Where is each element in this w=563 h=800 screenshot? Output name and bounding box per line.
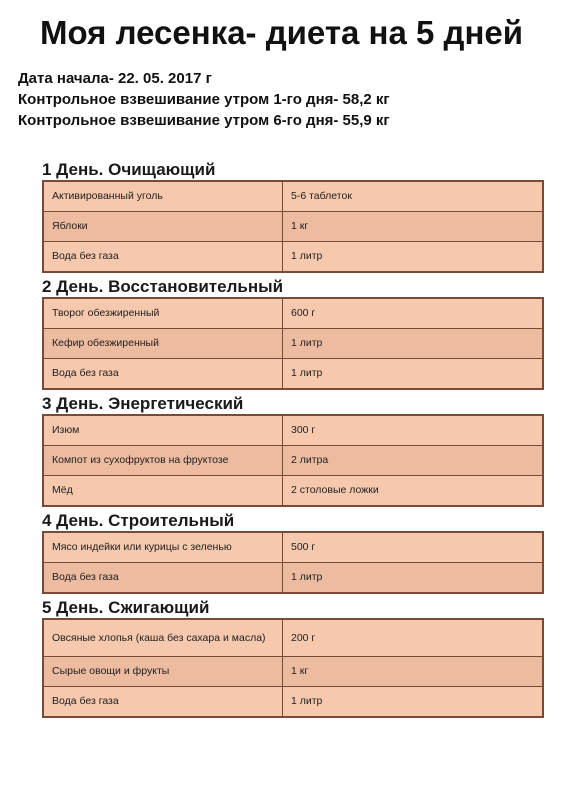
table-row [43,242,543,273]
food-item: Вода без газа [43,563,283,594]
day-4-title: 4 День. Строительный [42,511,235,530]
food-amount: 2 литра [283,446,544,476]
day-1-title: 1 День. Очищающий [42,160,216,179]
days-list [42,158,525,720]
table-row [43,359,543,390]
food-amount: 1 литр [283,563,544,594]
table-row [43,657,543,687]
food-item: Овсяные хлопья (каша без сахара и масла) [43,619,283,657]
table-row [43,298,543,329]
table-row [43,476,543,507]
food-amount: 5-6 таблеток [283,181,544,212]
food-item: Сырые овощи и фрукты [43,657,283,687]
food-amount: 600 г [283,298,544,329]
food-amount: 500 г [283,532,544,563]
food-item: Мёд [43,476,283,507]
food-item: Мясо индейки или курицы с зеленью [43,532,283,563]
day-3-table [42,414,544,507]
food-item: Вода без газа [43,687,283,718]
weigh-in-day-6: Контрольное взвешивание утром 6-го дня- 55,9 кг [18,112,390,129]
food-item: Активированный уголь [43,181,283,212]
food-amount: 2 столовые ложки [283,476,544,507]
food-item: Творог обезжиренный [43,298,283,329]
food-item: Кефир обезжиренный [43,329,283,359]
food-amount: 200 г [283,619,544,657]
table-row [43,687,543,718]
day-2-title: 2 День. Восстановительный [42,277,284,296]
day-4-table [42,531,544,594]
food-amount: 1 кг [283,212,544,242]
table-row [43,563,543,594]
table-row [43,181,543,212]
food-amount: 1 кг [283,657,544,687]
food-amount: 1 литр [283,242,544,273]
food-item: Вода без газа [43,242,283,273]
table-row [43,329,543,359]
weigh-in-day-1: Контрольное взвешивание утром 1-го дня- 58,2 кг [18,91,390,108]
day-1-table [42,180,544,273]
day-3-title: 3 День. Энергетический [42,394,244,413]
food-item: Изюм [43,415,283,446]
day-5-title: 5 День. Сжигающий [42,598,210,617]
table-row [43,212,543,242]
diet-info [18,68,390,131]
day-2-table [42,297,544,390]
table-row [43,532,543,563]
food-amount: 300 г [283,415,544,446]
food-item: Яблоки [43,212,283,242]
table-row [43,619,543,657]
start-date: Дата начала- 22. 05. 2017 г [18,70,212,87]
table-row [43,415,543,446]
food-amount: 1 литр [283,687,544,718]
day-5-table [42,618,544,718]
food-item: Вода без газа [43,359,283,390]
page-title: Моя лесенка- диета на 5 дней [39,14,524,51]
food-item: Компот из сухофруктов на фруктозе [43,446,283,476]
food-amount: 1 литр [283,359,544,390]
table-row [43,446,543,476]
food-amount: 1 литр [283,329,544,359]
